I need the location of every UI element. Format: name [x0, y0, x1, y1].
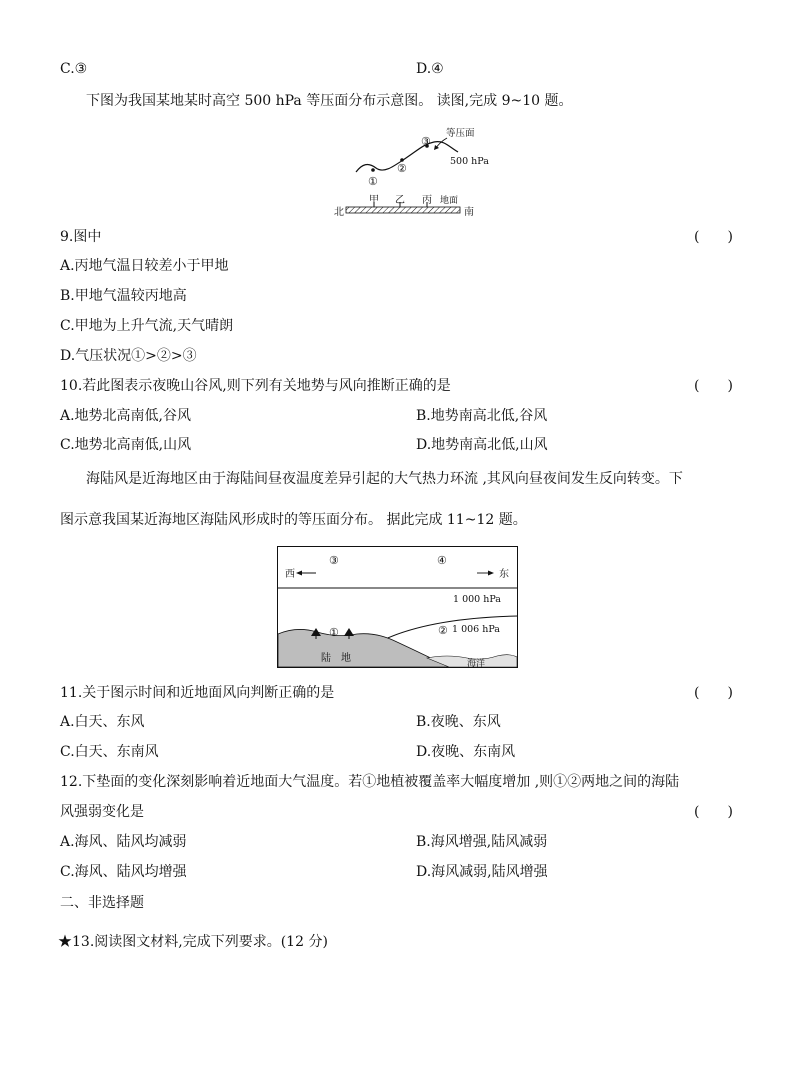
hpa-1006-label: 1 006 hPa	[452, 624, 500, 635]
ground-label: 地面	[440, 196, 459, 206]
q10-option-b: B.地势南高北低,谷风	[416, 408, 548, 424]
intro-9-10: 下图为我国某地某时高空 500 hPa 等压面分布示意图。 读图,完成 9~10 题。	[86, 93, 573, 109]
q9-stem: 9.图中	[60, 229, 102, 245]
q12-option-c: C.海风、陆风均增强	[60, 864, 187, 880]
west-label: 西	[285, 569, 295, 580]
q8-option-c: C.③	[60, 61, 88, 77]
location-bing: 丙	[422, 195, 432, 206]
land-label: 陆 地	[321, 653, 351, 664]
south-label: 南	[464, 207, 474, 218]
sea-label: 海洋	[467, 659, 486, 669]
q11-option-d: D.夜晚、东南风	[416, 744, 516, 760]
q10-answer-paren: ( )	[694, 378, 733, 394]
location-yi: 乙	[395, 195, 405, 206]
section-2-heading: 二、非选择题	[60, 895, 144, 911]
q9-option-d: D.气压状况①>②>③	[60, 348, 197, 364]
location-jia: 甲	[369, 195, 379, 206]
pressure-label: 500 hPa	[450, 156, 489, 167]
q11-option-a: A.白天、东风	[60, 714, 145, 730]
intro-11-12-line1: 海陆风是近海地区由于海陆间昼夜温度差异引起的大气热力环流 ,其风向昼夜间发生反向转变。下	[86, 471, 683, 487]
q13-stem: ★13.阅读图文材料,完成下列要求。(12 分)	[58, 934, 328, 950]
q10-option-a: A.地势北高南低,谷风	[60, 408, 192, 424]
q9-option-b: B.甲地气温较丙地高	[60, 288, 187, 304]
q11-stem: 11.关于图示时间和近地面风向判断正确的是	[60, 685, 335, 701]
q11-option-c: C.白天、东南风	[60, 744, 159, 760]
hpa-1000-label: 1 000 hPa	[453, 594, 501, 605]
q9-option-a: A.丙地气温日较差小于甲地	[60, 258, 229, 274]
north-label: 北	[334, 207, 344, 218]
q11-option-b: B.夜晚、东风	[416, 714, 501, 730]
q10-option-d: D.地势南高北低,山风	[416, 437, 548, 453]
east-label: 东	[499, 569, 509, 580]
point-1-label: ①	[368, 175, 378, 188]
q9-option-c: C.甲地为上升气流,天气晴朗	[60, 318, 234, 334]
q11-answer-paren: ( )	[694, 685, 733, 701]
figure-land-sea-breeze	[277, 546, 518, 669]
figure-isobar-500hpa	[330, 124, 490, 220]
q12-option-a: A.海风、陆风均减弱	[60, 834, 187, 850]
q12-answer-paren: ( )	[694, 804, 733, 820]
isobar-curve	[356, 142, 458, 172]
point-1-dot	[371, 168, 375, 172]
q12-stem-line1: 12.下垫面的变化深刻影响着近地面大气温度。若①地植被覆盖率大幅度增加 ,则①②两地之间的海陆	[60, 774, 680, 790]
isobar-label: 等压面	[446, 128, 475, 139]
ground-hatch	[346, 207, 460, 213]
q10-option-c: C.地势北高南低,山风	[60, 437, 192, 453]
q12-stem-line2: 风强弱变化是	[60, 804, 144, 820]
q8-option-d: D.④	[416, 61, 444, 77]
q12-option-d: D.海风减弱,陆风增强	[416, 864, 548, 880]
point-1-label: ①	[329, 626, 339, 639]
q12-option-b: B.海风增强,陆风减弱	[416, 834, 548, 850]
intro-11-12-line2: 图示意我国某近海地区海陆风形成时的等压面分布。 据此完成 11~12 题。	[60, 512, 527, 528]
point-2-label: ②	[397, 162, 407, 175]
q10-stem: 10.若此图表示夜晚山谷风,则下列有关地势与风向推断正确的是	[60, 378, 451, 394]
q9-answer-paren: ( )	[694, 229, 733, 245]
point-3-label: ③	[421, 135, 431, 148]
point-4-label: ④	[437, 554, 447, 567]
point-3-label: ③	[329, 554, 339, 567]
point-2-label: ②	[438, 624, 448, 637]
